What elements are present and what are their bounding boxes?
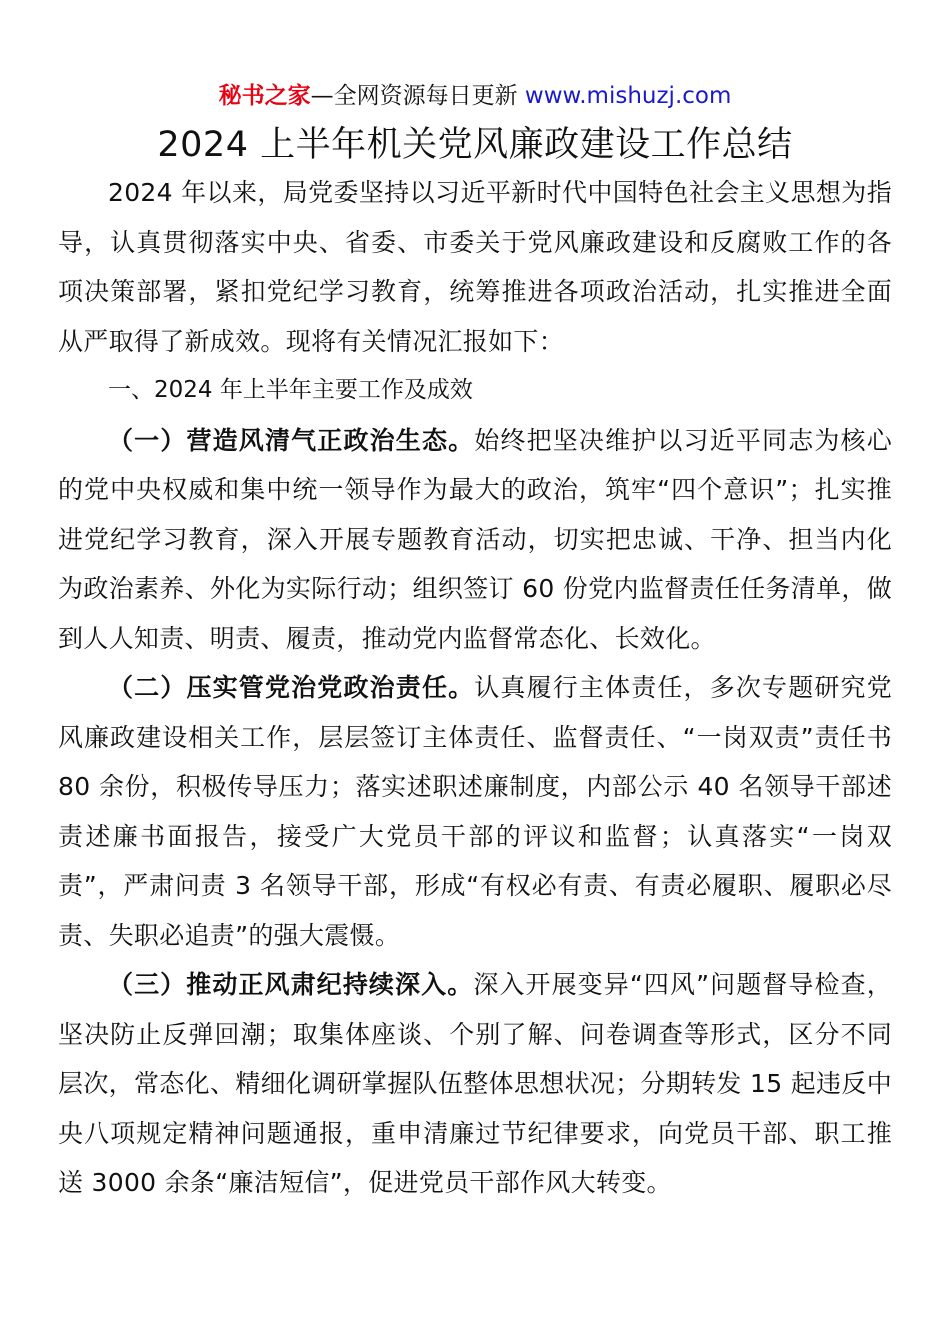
item-lead-1: （一）营造风清气正政治生态。: [108, 425, 475, 455]
site-url-link[interactable]: www.mishuzj.com: [524, 83, 732, 109]
item-paragraph-3: [58, 960, 892, 1208]
section-heading: 一、2024 年上半年主要工作及成效: [108, 377, 473, 403]
site-header: [0, 80, 950, 112]
item-lead-3: （三）推动正风肃纪持续深入。: [108, 970, 474, 999]
intro-paragraph: 2024 年以来，局党委坚持以习近平新时代中国特色社会主义思想为指导，认真贯彻落实中央、省委、市委关于党风廉政建设和反腐败工作的各项决策部署，紧扣党纪学习教育，统筹推进各项政治活动，扎实推进全面从严取得了新成效。现将有关情况汇报如下：: [58, 178, 892, 356]
site-name: 秘书之家: [218, 83, 311, 109]
item-text-1: 始终把坚决维护以习近平同志为核心的党中央权威和集中统一领导作为最大的政治，筑牢“四个意识”；扎实推进党纪学习教育，深入开展专题教育活动，切实把忠诚、干净、担当内化为政治素养、外化为实际行动；组织签订 60 份党内监督责任任务清单，做到人人知责、明责、履责，推动党内监督常态化、长效化。: [58, 425, 892, 653]
item-lead-2: （二）压实管党治党政治责任。: [108, 673, 475, 702]
item-paragraph-2: [58, 663, 892, 960]
site-tagline: —全网资源每日更新: [310, 83, 525, 109]
document-body: [58, 168, 892, 1208]
item-text-3: 深入开展变异“四风”问题督导检查，坚决防止反弹回潮；取集体座谈、个别了解、问卷调查等形式，区分不同层次，常态化、精细化调研掌握队伍整体思想状况；分期转发 15 起违反中央八项规定精神问题通报，重申清廉过节纪律要求，向党员干部、职工推送 3000 余条“廉洁短信”，促进党员干部作风大转变。: [58, 970, 893, 1197]
item-paragraph-1: [58, 416, 892, 664]
item-text-2: 认真履行主体责任，多次专题研究党风廉政建设相关工作，层层签订主体责任、监督责任、“一岗双责”责任书 80 余份，积极传导压力；落实述职述廉制度，内部公示 40 名领导干部述责述廉书面报告，接受广大党员干部的评议和监督；认真落实“一岗双责”，严肃问责 3 名领导干部，形成“有权必有责、有责必履职、履职必尽责、失职必追责”的强大震慑。: [58, 673, 892, 950]
document-title: 2024 上半年机关党风廉政建设工作总结: [157, 125, 793, 165]
